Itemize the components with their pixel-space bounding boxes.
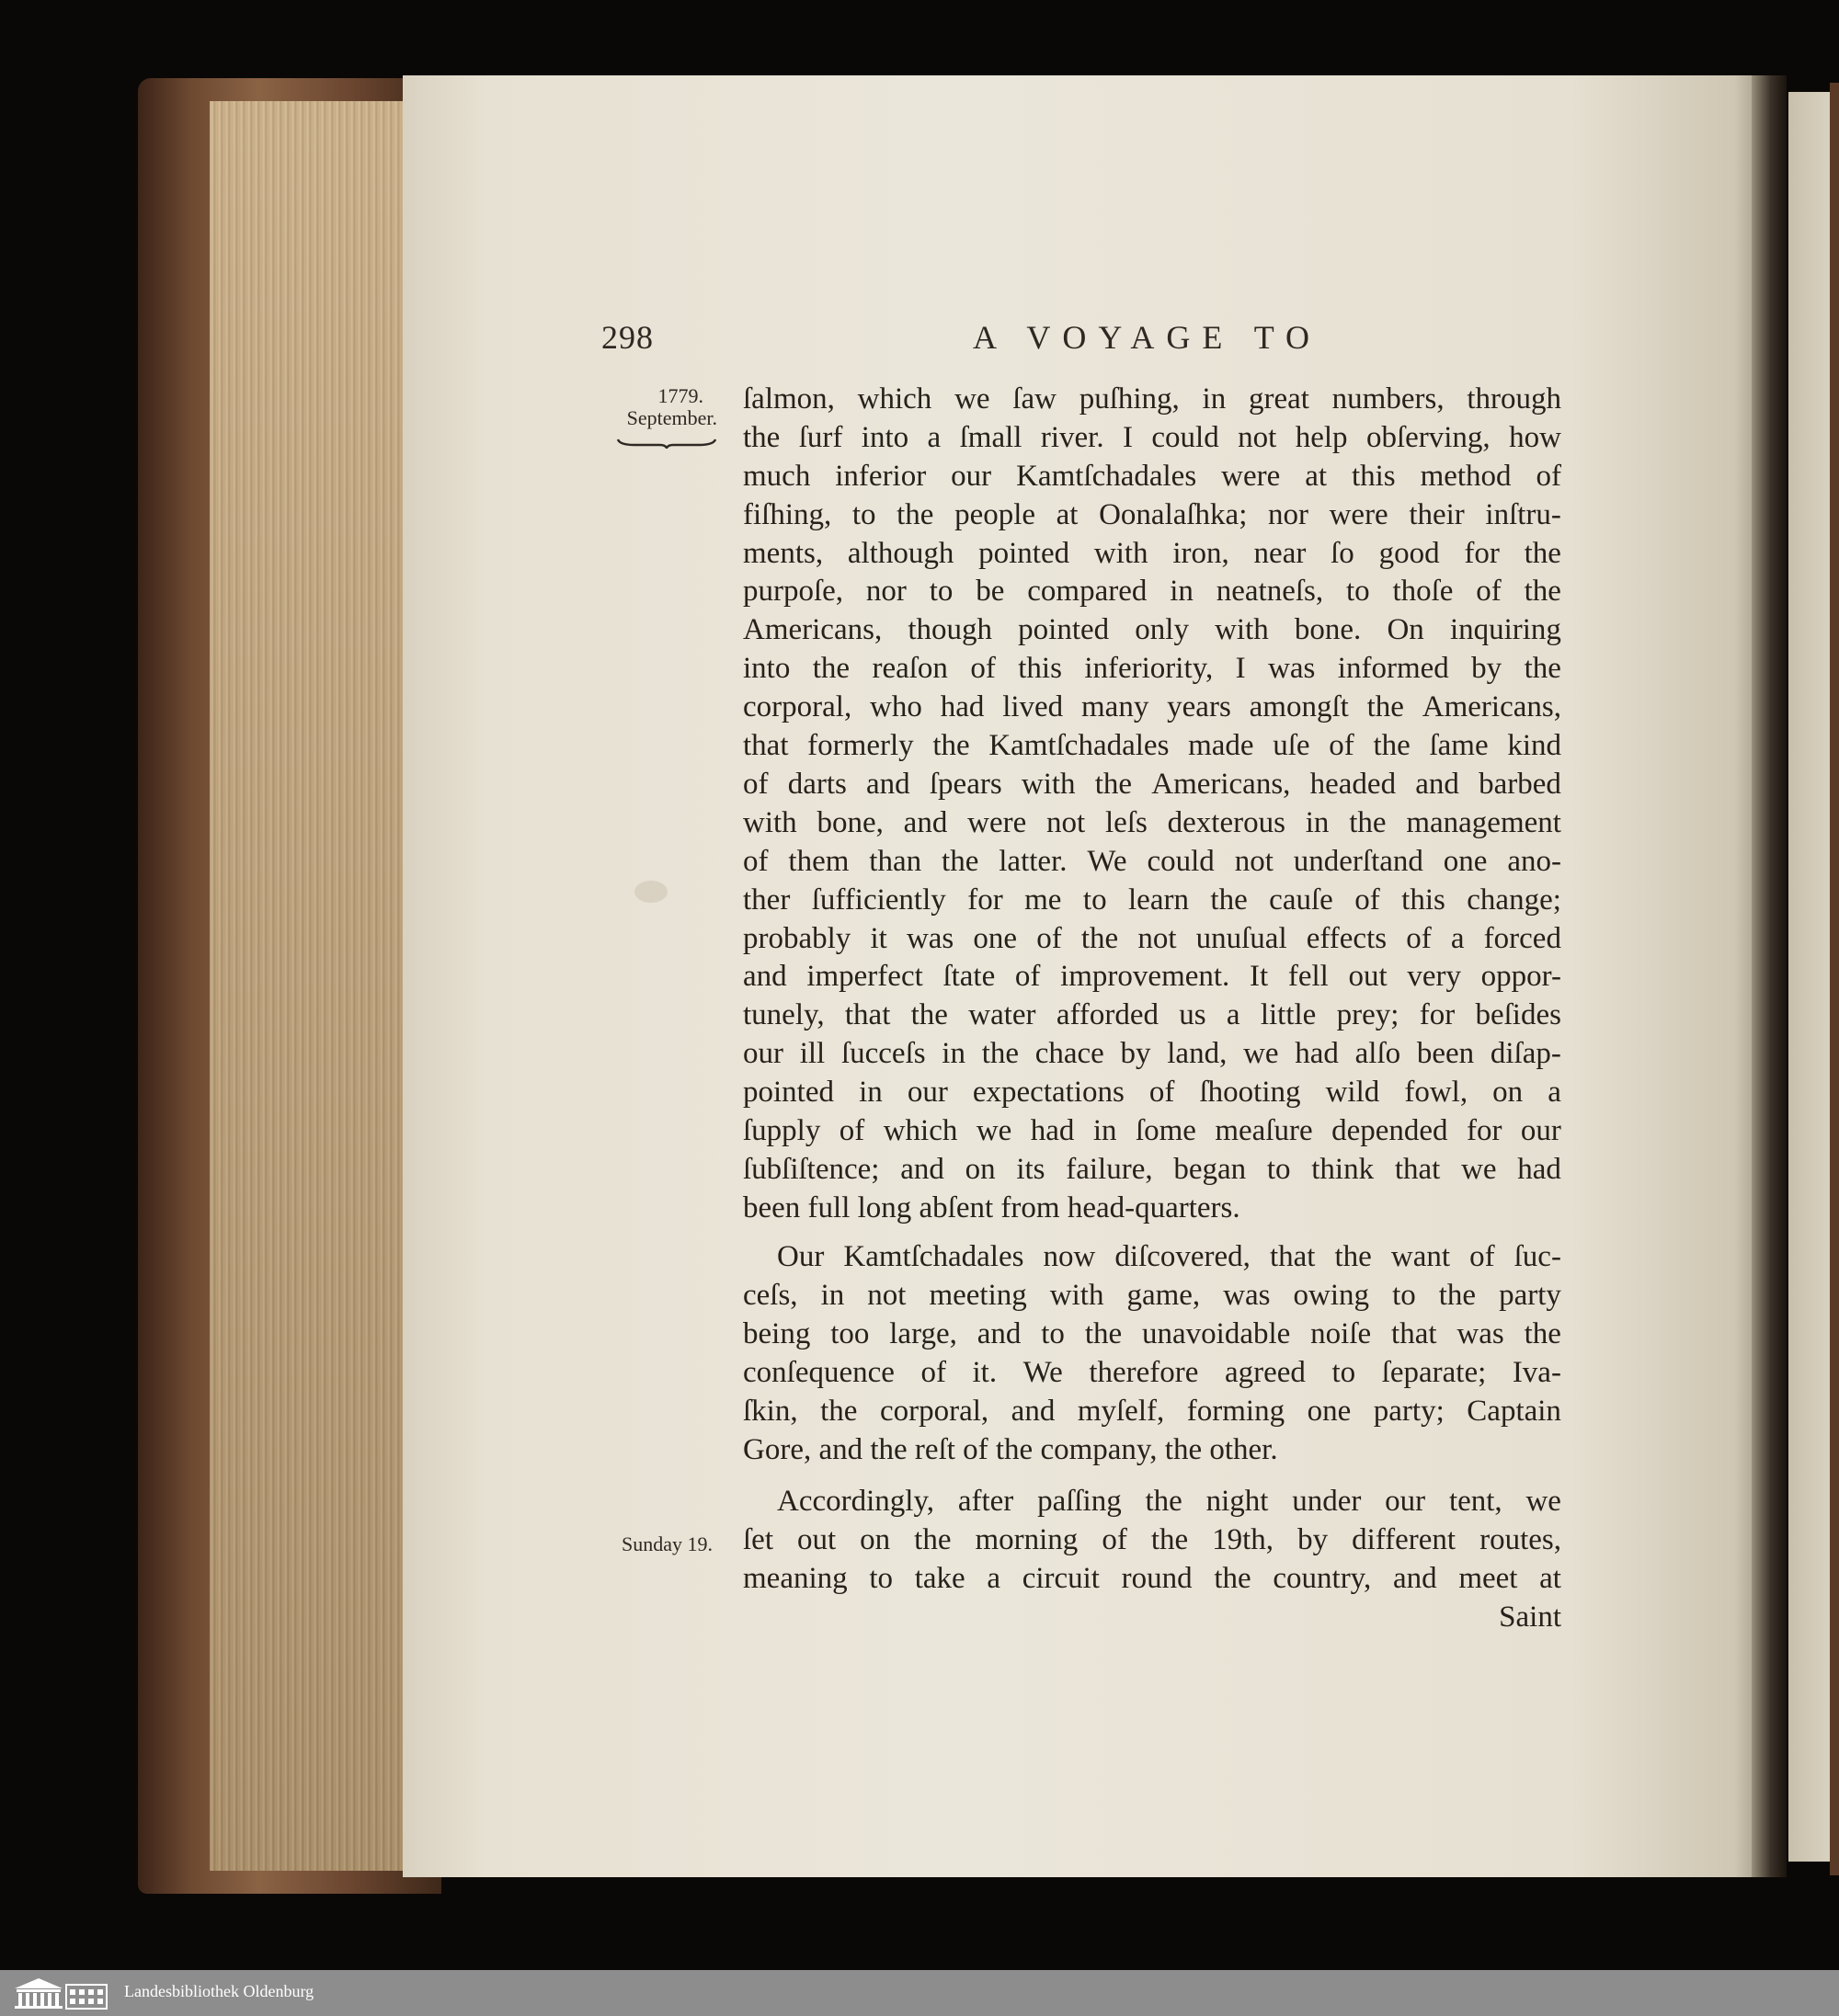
text-line: ſkin, the corporal, and myſelf, forming one party; Captain	[743, 1395, 1561, 1428]
text-line: ther ſufficiently for me to learn the cauſe of this change;	[743, 883, 1561, 917]
margin-note-month: September.	[626, 406, 717, 429]
text-line: that formerly the Kamtſchadales made uſe of the ſame kind	[743, 729, 1561, 762]
text-line: Americans, though pointed only with bone. On inquiring	[743, 613, 1561, 646]
text-line: tunely, that the water afforded us a little prey; for beſides	[743, 998, 1561, 1031]
back-cover-edge	[1830, 83, 1839, 1875]
text-line: ſubſiſtence; and on its failure, began to think that we had	[743, 1153, 1561, 1186]
footer-bar	[0, 1970, 1839, 2016]
text-line: of darts and ſpears with the Americans, headed and barbed	[743, 768, 1561, 801]
text-line: purpoſe, nor to be compared in neatneſs, to thoſe of the	[743, 575, 1561, 608]
text-line: much inferior our Kamtſchadales were at this method of	[743, 460, 1561, 493]
text-line: pointed in our expectations of ſhooting wild fowl, on a	[743, 1076, 1561, 1109]
text-line: the ſurf into a ſmall river. I could not help obſerving, how	[743, 421, 1561, 454]
text-line: Our Kamtſchadales now diſcovered, that the want of ſuc-	[777, 1240, 1561, 1273]
text-line: been full long abſent from head-quarters.	[743, 1191, 1240, 1224]
text-line: of them than the latter. We could not underſtand one ano-	[743, 845, 1561, 878]
text-line: and imperfect ſtate of improvement. It fell out very oppor-	[743, 960, 1561, 993]
text-line: Gore, and the reſt of the company, the other.	[743, 1433, 1278, 1466]
library-building-icon	[11, 1976, 110, 2010]
text-line: ceſs, in not meeting with game, was owing to the party	[743, 1279, 1561, 1312]
text-line: ſupply of which we had in ſome meaſure depended for our	[743, 1114, 1561, 1147]
page-edges	[210, 101, 403, 1871]
text-line: meaning to take a circuit round the country, and meet at	[743, 1562, 1561, 1595]
text-line: Saint	[1499, 1600, 1561, 1634]
book-gutter	[1752, 75, 1787, 1877]
library-name: Landesbibliothek Oldenburg	[124, 1982, 314, 2000]
text-line: being too large, and to the unavoidable noiſe that was the	[743, 1317, 1561, 1350]
page-number: 298	[601, 319, 654, 356]
text-line: conſequence of it. We therefore agreed to ſeparate; Iva-	[743, 1356, 1561, 1389]
page-stain	[634, 881, 668, 903]
text-line: ſet out on the morning of the 19th, by different routes,	[743, 1523, 1561, 1556]
text-line: with bone, and were not leſs dexterous in the management	[743, 806, 1561, 839]
text-line: fiſhing, to the people at Oonalaſhka; nor were their inſtru-	[743, 498, 1561, 531]
text-line: our ill ſucceſs in the chace by land, we had alſo been diſap-	[743, 1037, 1561, 1070]
margin-note-year: 1779.	[657, 384, 703, 407]
margin-note-day: Sunday 19.	[622, 1532, 713, 1555]
running-head: A VOYAGE TO	[973, 319, 1322, 356]
text-line: Accordingly, after paſſing the night under our tent, we	[777, 1485, 1561, 1518]
margin-brace-icon	[616, 436, 717, 449]
text-line: into the reaſon of this inferiority, I was informed by the	[743, 652, 1561, 685]
text-line: ments, although pointed with iron, near ſo good for the	[743, 537, 1561, 570]
text-line: corporal, who had lived many years amongſt the Americans,	[743, 690, 1561, 723]
text-line: ſalmon, which we ſaw puſhing, in great numbers, through	[743, 382, 1561, 416]
text-line: probably it was one of the not unuſual effects of a forced	[743, 922, 1561, 955]
